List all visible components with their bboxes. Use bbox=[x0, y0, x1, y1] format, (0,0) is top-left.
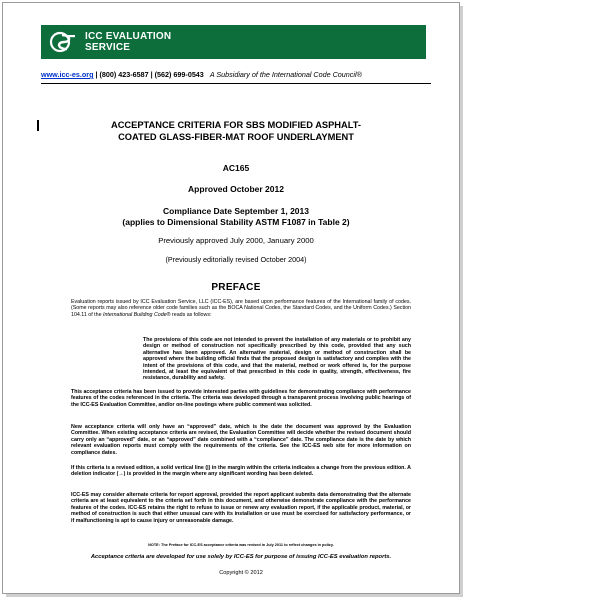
revision-change-bar bbox=[37, 120, 39, 131]
preface-paragraph-3: New acceptance criteria will only have an “approved” date, which is the date the document was approved by the Evaluation Committee. When existing acceptance criteria are revised, the Evaluation Committee will decide whether the revised document should carry only an “approved” date, or an “approved” date combined with a “compliance” date. The compliance date is the date by which relevant evaluation reports must comply with the requirements of the criteria. See the ICC-ES web site for more information on compliance dates. bbox=[71, 424, 411, 456]
logo-wordmark bbox=[85, 31, 171, 53]
document-title bbox=[41, 119, 431, 143]
page-shadow-bottom bbox=[6, 594, 463, 597]
criteria-number: AC165 bbox=[222, 163, 250, 173]
preface-note: NOTE: The Preface for ICC-ES acceptance criteria was revised in July 2011 to reflect changes in policy. bbox=[148, 543, 334, 547]
editorially-revised: (Previously editorially revised October 2004) bbox=[165, 255, 307, 264]
approved-date: Approved October 2012 bbox=[188, 184, 284, 194]
header-divider bbox=[41, 83, 431, 84]
page-shadow-right bbox=[460, 6, 463, 596]
title-line2: COATED GLASS-FIBER-MAT ROOF UNDERLAYMENT bbox=[118, 132, 354, 142]
preface-heading: PREFACE bbox=[211, 282, 261, 293]
previously-approved: Previously approved July 2000, January 2000 bbox=[158, 236, 314, 245]
logo-line1: ICC EVALUATION bbox=[85, 31, 172, 42]
phone-local: (562) 699-0543 bbox=[154, 70, 204, 79]
website-link[interactable]: www.icc-es.org bbox=[41, 70, 94, 79]
copyright: Copyright © 2012 bbox=[219, 570, 263, 576]
p1-text-b: ® reads as follows: bbox=[166, 311, 212, 318]
contact-line bbox=[41, 70, 431, 79]
document-page bbox=[2, 2, 460, 594]
p1-text-a: Evaluation reports issued by ICC Evaluation Service, LLC (ICC-ES), are based upon performance features of the International family of codes. (Some reports may also reference older code families such as the BOCA National Codes, the Standard Codes, and the Uniform Codes.) Section 104.11 of the bbox=[71, 299, 411, 318]
title-line1: ACCEPTANCE CRITERIA FOR SBS MODIFIED ASPHALT- bbox=[111, 120, 361, 130]
p1-ibc-title: International Building Code bbox=[103, 311, 167, 318]
preface-paragraph-2: This acceptance criteria has been issued to provide interested parties with guidelines for demonstrating compliance with performance features of the codes referenced in the criteria. The criteria was developed through a transparent process involving public hearings of the ICC-ES Evaluation Committee, and/or on-line postings where public comment was solicited. bbox=[71, 389, 411, 408]
separator: | bbox=[95, 70, 98, 79]
use-limitation: Acceptance criteria are developed for use solely by ICC-ES for purpose of issuing ICC-ES evaluation reports. bbox=[90, 554, 392, 560]
compliance-date bbox=[41, 206, 431, 228]
preface-paragraph-5: ICC-ES may consider alternate criteria for report approval, provided the report applicant submits data demonstrating that the alternate criteria are at least equivalent to the criteria set forth in this document, and otherwise demonstrate compliance with the performance features of the codes. ICC-ES retains the right to refuse to issue or renew any evaluation report, if the applicable product, material, or method of construction is such that either unusual care with its installation or use must be exercised for satisfactory performance, or if malfunctioning is apt to cause injury or unreasonable damage. bbox=[71, 492, 411, 524]
header-banner bbox=[41, 25, 426, 59]
compliance-line1: Compliance Date September 1, 2013 bbox=[163, 206, 309, 216]
compliance-line2: (applies to Dimensional Stability ASTM F1087 in Table 2) bbox=[122, 217, 350, 227]
separator: | bbox=[150, 70, 153, 79]
icc-es-logo-icon bbox=[49, 30, 77, 54]
logo-line2: SERVICE bbox=[85, 42, 131, 53]
preface-paragraph-1 bbox=[71, 299, 411, 318]
subsidiary-note: A Subsidiary of the International Code Council® bbox=[209, 70, 362, 79]
preface-paragraph-4: If this criteria is a revised edition, a solid vertical line (|) in the margin within the criteria indicates a change from the previous edition. A deletion indicator (→) is provided in the margin where any significant wording has been deleted. bbox=[71, 465, 411, 478]
code-quote: The provisions of this code are not intended to prevent the installation of any materials or to prohibit any design or method of construction not specifically prescribed by this code, provided that any such alternative has been approved. An alternative material, design or method of construction shall be approved where the building official finds that the proposed design is satisfactory and complies with the intent of the provisions of this code, and that the material, method or work offered is, for the purpose intended, at least the equivalent of that prescribed in this code in quality, strength, effectiveness, fire resistance, durability and safety. bbox=[143, 337, 411, 382]
phone-toll-free: (800) 423-6587 bbox=[99, 70, 149, 79]
